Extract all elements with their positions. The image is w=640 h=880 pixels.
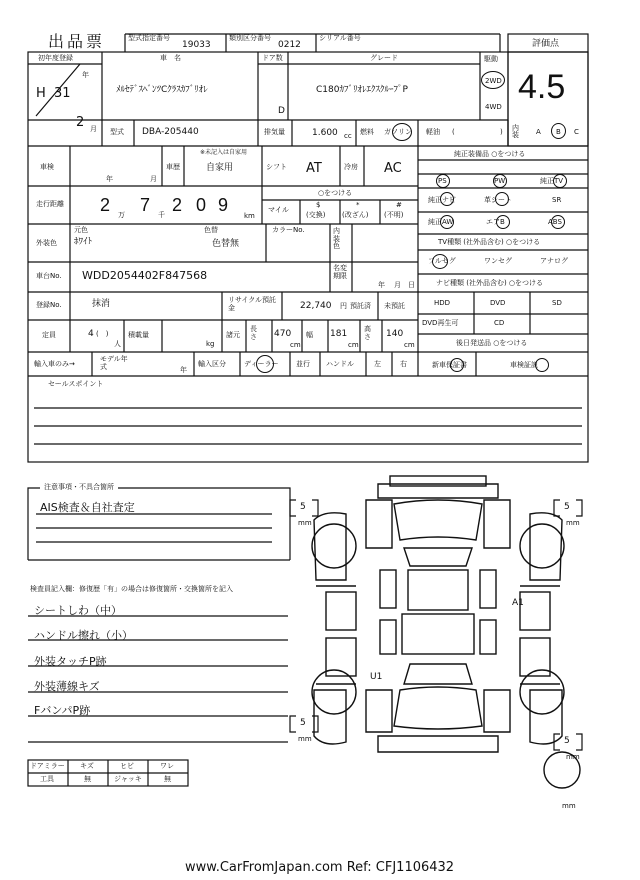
fullseg-circle <box>432 254 448 269</box>
car-name-value: ﾒﾙｾﾃﾞｽﾍﾞﾝﾂCｸﾗｽｶﾌﾞﾘｵﾚ <box>116 85 208 95</box>
nav-dvd-play: DVD再生可 <box>422 319 459 327</box>
equipment-title: 純正装備品 ○をつける <box>454 150 526 158</box>
load-unit: kg <box>206 340 215 348</box>
nav-dvd: DVD <box>490 299 506 307</box>
fuel-paren-open: ( <box>452 128 455 136</box>
tv-type-title: TV種類 (社外品含む) ○をつける <box>438 238 541 246</box>
displacement-value: 1.600 <box>312 128 338 138</box>
registration-year: 31 <box>54 86 71 101</box>
model-year-unit: 年 <box>180 366 187 374</box>
inspection-month: 月 <box>150 175 157 183</box>
notes-line-1: AIS検査＆自社査定 <box>40 501 135 514</box>
tire-front-right-unit: mm <box>566 519 580 527</box>
warranty-circle <box>450 358 464 372</box>
mileage-unit-man: 万 <box>118 211 125 219</box>
interior-color-label: 内装色 <box>333 227 340 251</box>
width-unit: cm <box>348 341 359 349</box>
meter-note: ○をつける <box>318 189 353 197</box>
vehicle-class-note: ※未記入は自家用 <box>200 149 248 156</box>
reg-no-label: 登録No. <box>36 301 62 309</box>
import-parallel: 並行 <box>296 360 310 368</box>
interior-label: 内装 <box>512 124 519 139</box>
capacity-unit: 人 <box>114 340 121 348</box>
car-diagram <box>312 476 580 788</box>
length-unit: cm <box>290 341 301 349</box>
notes-title: 注意事項・不具合箇所 <box>44 483 114 491</box>
later-warranty: 新車保証書 <box>432 361 467 369</box>
pw-circle <box>493 174 507 188</box>
legend-mirror: ドアミラー <box>30 762 65 770</box>
displacement-label: 排気量 <box>264 128 285 136</box>
recycle-status: 預託済 <box>350 302 371 310</box>
title-change-day: 日 <box>408 281 415 289</box>
meter-unknown: (不明) <box>384 211 404 219</box>
load-label: 積載量 <box>128 331 149 339</box>
vehicle-class-label: 車歴 <box>166 163 180 171</box>
registration-era: H <box>36 86 46 101</box>
nav-sd: SD <box>552 299 562 307</box>
navi-circle <box>440 192 454 206</box>
color-original-label: 元色 <box>74 226 88 234</box>
legend-tools-value: 無 <box>84 775 91 783</box>
type-no-label: 型式指定番号 <box>128 34 170 42</box>
title-change-year: 年 <box>378 281 385 289</box>
legend-tools: 工具 <box>40 775 54 783</box>
mileage-label: 走行距離 <box>36 200 64 208</box>
width-value: 181 <box>330 329 348 339</box>
doors-label: ドア数 <box>262 54 283 62</box>
sheet-title: 出品票 <box>48 32 106 51</box>
drive-4wd: 4WD <box>485 103 502 111</box>
handle-right: 右 <box>400 360 407 368</box>
equipment-navi: 純正ナビ <box>428 196 456 204</box>
footer-ref: www.CarFromJapan.com Ref: CFJ1106432 <box>185 860 455 875</box>
height-unit: cm <box>404 341 415 349</box>
shift-value: AT <box>306 161 322 176</box>
inspector-item-3: 外装タッチP跡 <box>34 655 107 668</box>
recycle-value: 22,740 <box>300 301 332 311</box>
equipment-abs: ABS <box>548 218 562 226</box>
legend-jack: ジャッキ <box>114 775 142 783</box>
recycle-status-other: 未預託 <box>384 302 405 310</box>
fuel-selected-circle <box>392 123 412 141</box>
tire-front-right: 5 <box>564 502 570 512</box>
nav-hdd: HDD <box>434 299 451 307</box>
mark-a1: A1 <box>512 598 524 608</box>
drive-label: 駆動 <box>484 55 498 63</box>
tire-rear-left: 5 <box>300 718 306 728</box>
title-change-month: 月 <box>394 281 401 289</box>
color-no-label: カラーNo. <box>272 226 305 234</box>
registration-month-unit: 月 <box>90 125 97 133</box>
recycle-label: リサイクル預託金 <box>228 296 277 313</box>
equipment-airbag: エアB <box>486 218 505 226</box>
import-class-label: 輸入区分 <box>198 360 226 368</box>
category-value: 0212 <box>278 40 301 50</box>
meter-tamper: (改ざん) <box>342 211 369 219</box>
capacity-value: 4 <box>88 329 94 339</box>
equipment-sr: SR <box>552 196 562 204</box>
meter-mile: マイル <box>268 206 289 214</box>
color-change: 色替無 <box>212 239 240 249</box>
airbag-circle <box>496 215 510 229</box>
handle-label: ハンドル <box>326 360 354 368</box>
legend-scratch: キズ <box>80 762 94 770</box>
chassis-value: WDD2054402F847568 <box>82 269 208 282</box>
ac-value: AC <box>384 161 402 176</box>
meter-unknown-sym: # <box>396 201 402 209</box>
inspector-item-4: 外装薄線キズ <box>34 680 100 693</box>
interior-a: A <box>536 128 541 136</box>
tire-rear-right: 5 <box>564 736 570 746</box>
height-value: 140 <box>386 329 404 339</box>
leather-circle <box>495 192 509 206</box>
tv-fullseg: フルセグ <box>428 257 456 265</box>
height-label: 高さ <box>364 325 371 341</box>
meter-tamper-sym: * <box>356 201 360 209</box>
color-original: ﾎﾜｲﾄ <box>74 237 93 247</box>
car-name-label: 車 名 <box>160 54 181 62</box>
ps-circle <box>436 174 450 188</box>
equipment-leather: 革シート <box>484 196 512 204</box>
vehicle-class-value: 自家用 <box>206 163 234 173</box>
mileage-unit-sen: 千 <box>158 211 165 219</box>
legend-crack: ヒビ <box>120 762 134 770</box>
later-manual: 車検証説 <box>510 361 538 369</box>
manual-circle <box>535 358 549 372</box>
displacement-unit: cc <box>344 132 352 140</box>
nav-type-title: ナビ種類 (社外品含む) ○をつける <box>436 279 544 287</box>
interior-c: C <box>574 128 579 136</box>
equipment-aw: 純正AW <box>428 218 454 226</box>
chassis-label: 車台No. <box>36 272 62 280</box>
length-value: 470 <box>274 329 292 339</box>
import-dealer: ディーラー <box>244 360 279 368</box>
fuel-paren-close: ) <box>500 128 503 136</box>
fuel-gasoline: ガソリン <box>384 128 412 136</box>
legend-jack-value: 無 <box>164 775 171 783</box>
spare-tire-unit: mm <box>562 802 576 810</box>
registration-year-unit: 年 <box>82 71 89 79</box>
score-value: 4.5 <box>518 68 566 106</box>
capacity-label: 定員 <box>42 331 56 339</box>
score-label: 評価点 <box>532 39 560 49</box>
fuel-label: 燃料 <box>360 128 374 136</box>
inspector-item-1: シートしわ（中） <box>34 604 122 617</box>
mileage-digit-2: 7 <box>140 195 151 215</box>
length-label: 長さ <box>250 325 257 341</box>
import-label: 輸入車のみ→ <box>34 360 75 368</box>
abs-circle <box>551 215 565 229</box>
dims-label: 諸元 <box>226 331 240 339</box>
handle-left: 左 <box>374 360 381 368</box>
title-change-label: 名変期限 <box>333 264 347 280</box>
sales-point-label: セールスポイント <box>48 380 104 388</box>
meter-exchange-sym: $ <box>316 201 321 209</box>
capacity-paren: ( ) <box>96 330 109 338</box>
width-label: 幅 <box>306 331 313 339</box>
inspection-year: 年 <box>106 175 113 183</box>
recycle-unit: 円 <box>340 302 347 310</box>
tv-circle <box>553 174 567 188</box>
meter-exchange: (交換) <box>306 211 326 219</box>
grade-value: C180ｶﾌﾞﾘｵﾚｴｸｽｸﾙｰﾌﾟP <box>316 85 408 95</box>
tire-rear-right-unit: mm <box>566 753 580 761</box>
drive-selected-circle <box>481 71 505 89</box>
later-title: 後日発送品 ○をつける <box>456 339 528 347</box>
color-change-label: 色替 <box>204 226 218 234</box>
drive-2wd: 2WD <box>485 77 502 85</box>
inspector-title: 検査員記入欄：修復歴「有」の場合は修復箇所・交換箇所を記入 <box>30 585 233 593</box>
dealer-circle <box>256 355 274 373</box>
model-label: 型式 <box>110 128 124 136</box>
serial-label: シリアル番号 <box>319 34 361 42</box>
grade-label: グレード <box>370 54 398 62</box>
interior-selected-circle <box>551 123 566 139</box>
ac-label: 冷房 <box>344 163 358 171</box>
interior-b: B <box>556 128 561 136</box>
aw-circle <box>440 215 454 229</box>
equipment-pw: PW <box>494 177 506 185</box>
registration-label: 初年度登録 <box>38 54 73 62</box>
tire-front-left-unit: mm <box>298 519 312 527</box>
type-no-value: 19033 <box>182 40 211 50</box>
doors-value: D <box>278 106 285 116</box>
model-value: DBA-205440 <box>142 127 199 137</box>
mileage-unit-km: km <box>244 212 255 220</box>
equipment-tv: 純正TV <box>540 177 564 185</box>
legend-break: ワレ <box>160 762 174 770</box>
color-label: 外装色 <box>36 239 57 247</box>
mileage-digit-5: 9 <box>218 195 229 215</box>
reg-no-value: 抹消 <box>92 299 111 309</box>
mileage-digit-3: 2 <box>172 195 183 215</box>
nav-cd: CD <box>494 319 505 327</box>
mileage-digit-4: 0 <box>196 195 207 215</box>
category-label: 類別区分番号 <box>229 34 271 42</box>
tire-rear-left-unit: mm <box>298 735 312 743</box>
inspector-item-2: ハンドル擦れ（小） <box>34 629 133 642</box>
tv-analog: アナログ <box>540 257 568 265</box>
fuel-diesel: 軽油 <box>426 128 440 136</box>
inspector-item-5: FバンパP跡 <box>34 704 91 717</box>
model-year-label: モデル年式 <box>100 355 128 372</box>
mileage-digit-1: 2 <box>100 195 111 215</box>
shift-label: シフト <box>266 163 287 171</box>
registration-month: 2 <box>76 115 85 130</box>
mark-u1: U1 <box>370 672 383 682</box>
tv-oneseg: ワンセグ <box>484 257 512 265</box>
equipment-ps: PS <box>438 177 447 185</box>
inspection-label: 車検 <box>40 163 54 171</box>
tire-front-left: 5 <box>300 502 306 512</box>
